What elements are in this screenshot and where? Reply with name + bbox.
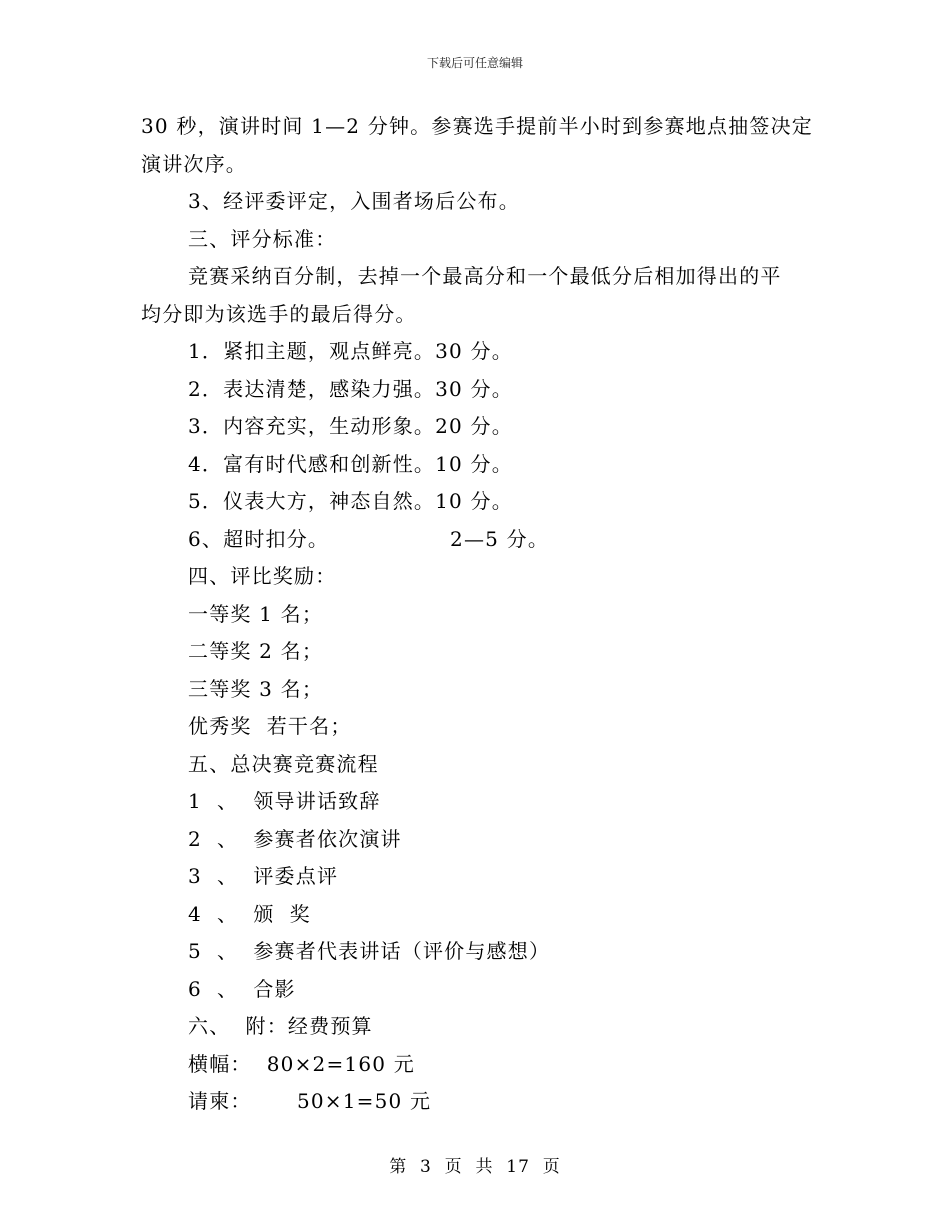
list-item: 一等奖 1 名；: [188, 601, 324, 626]
list-item: 2 、 参赛者依次演讲: [188, 826, 402, 851]
list-item: 4 、 颁 奖: [188, 901, 311, 926]
list-item: 2．表达清楚，感染力强。30 分。: [188, 376, 513, 401]
body-line: 均分即为该选手的最后得分。: [141, 301, 417, 326]
section-heading: 三、评分标准：: [188, 226, 337, 251]
list-item: 1．紧扣主题，观点鲜亮。30 分。: [188, 339, 513, 363]
list-item: 1 、 领导讲话致辞: [188, 789, 381, 813]
list-item: 二等奖 2 名；: [188, 639, 324, 663]
list-item: 4．富有时代感和创新性。10 分。: [188, 451, 513, 476]
body-line: 演讲次序。: [141, 151, 247, 176]
section-heading: 四、评比奖励：: [188, 564, 337, 588]
list-item: 3 、 评委点评: [188, 864, 339, 888]
body-line: 竞赛采纳百分制，去掉一个最高分和一个最低分后相加得出的平: [188, 264, 782, 288]
list-item: 三等奖 3 名；: [188, 676, 324, 701]
list-item: 优秀奖 若干名；: [188, 714, 352, 738]
page-header: 下载后可任意编辑: [426, 56, 523, 70]
budget-item: 横幅： 80×2=160 元: [188, 1051, 415, 1076]
list-item: 3．内容充实，生动形象。20 分。: [188, 414, 513, 438]
list-item: 5 、 参赛者代表讲话（评价与感想）: [188, 939, 551, 963]
budget-item: 请柬： 50×1=50 元: [188, 1089, 432, 1113]
list-item: 5．仪表大方，神态自然。10 分。: [188, 489, 513, 513]
section-heading: 五、总决赛竞赛流程: [188, 751, 379, 776]
page-footer: 第 3 页 共 17 页: [389, 1157, 561, 1177]
section-heading: 六、 附：经费预算: [188, 1014, 373, 1038]
list-item: 6 、 合影: [188, 976, 296, 1001]
body-line: 3、经评委评定，入围者场后公布。: [188, 189, 520, 213]
list-item: 6、超时扣分。 2—5 分。: [188, 526, 550, 551]
body-line: 30 秒，演讲时间 1—2 分钟。参赛选手提前半小时到参赛地点抽签决定: [141, 114, 813, 138]
document-body: [141, 108, 813, 1121]
